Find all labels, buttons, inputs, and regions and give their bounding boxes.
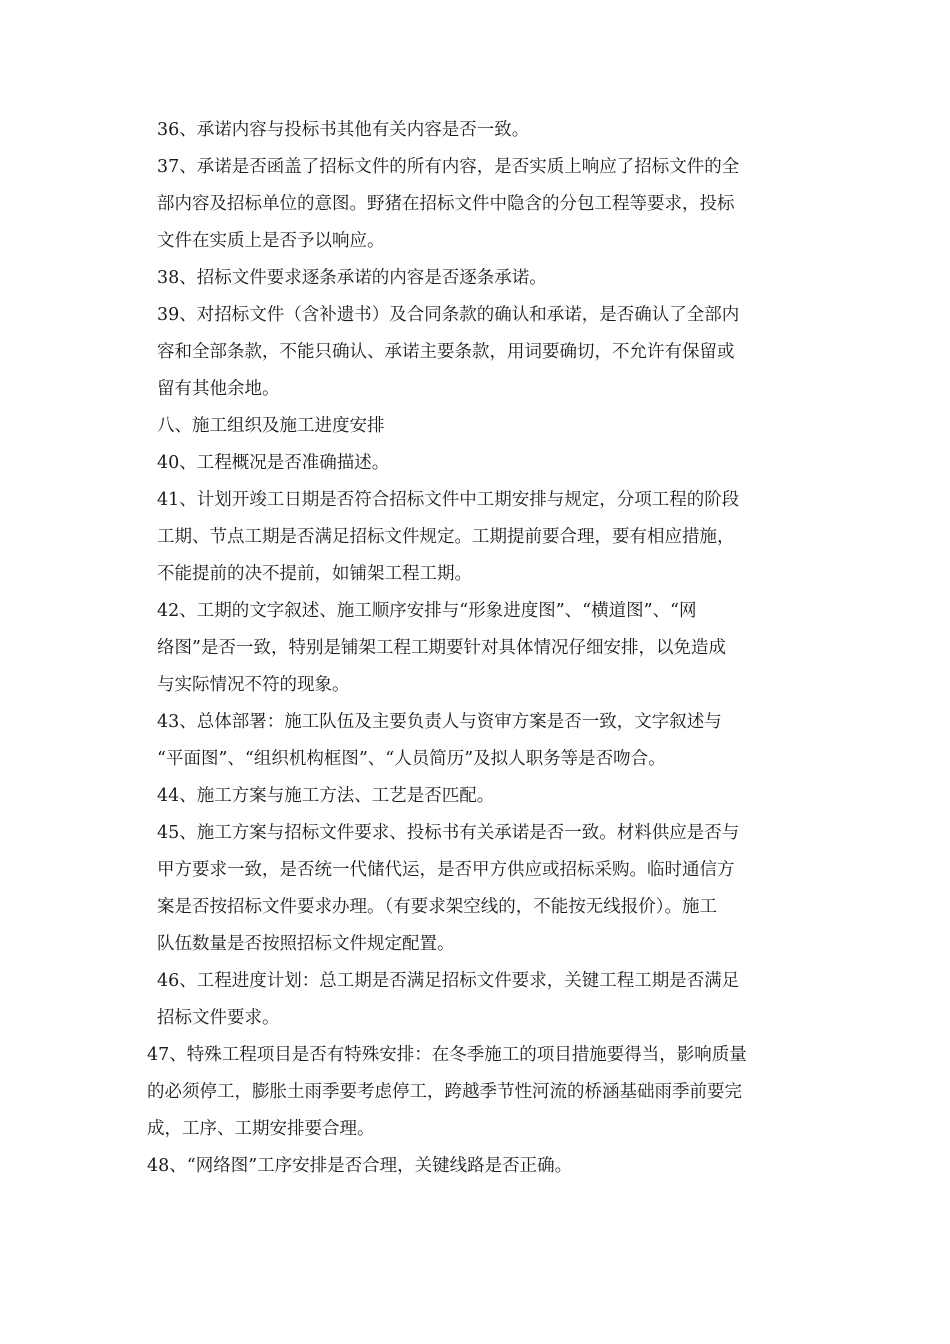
- text-line: 队伍数量是否按照招标文件规定配置。: [157, 934, 455, 954]
- text-line: 45、施工方案与招标文件要求、投标书有关承诺是否一致。材料供应是否与: [157, 823, 740, 843]
- text-line: 40、工程概况是否准确描述。: [157, 453, 390, 473]
- text-line: 43、总体部署：施工队伍及主要负责人与资审方案是否一致，文字叙述与: [157, 712, 722, 732]
- paragraph: [0, 482, 950, 593]
- document-body: [0, 112, 950, 1185]
- paragraph: [0, 260, 950, 297]
- text-line: 八、施工组织及施工进度安排: [157, 416, 385, 436]
- paragraph: [0, 445, 950, 482]
- paragraph: [0, 1037, 950, 1148]
- text-line: 48、“网络图”工序安排是否合理，关键线路是否正确。: [147, 1156, 573, 1176]
- text-line: 36、承诺内容与投标书其他有关内容是否一致。: [157, 120, 530, 140]
- paragraph: [0, 963, 950, 1037]
- text-line: 47、特殊工程项目是否有特殊安排：在冬季施工的项目措施要得当，影响质量: [147, 1045, 747, 1065]
- text-line: 41、计划开竣工日期是否符合招标文件中工期安排与规定，分项工程的阶段: [157, 490, 740, 510]
- text-line: 不能提前的决不提前，如铺架工程工期。: [157, 564, 472, 584]
- paragraph: [0, 704, 950, 778]
- paragraph: [0, 815, 950, 963]
- paragraph: [0, 1148, 950, 1185]
- text-line: 38、招标文件要求逐条承诺的内容是否逐条承诺。: [157, 268, 547, 288]
- text-line: 39、对招标文件（含补遗书）及合同条款的确认和承诺，是否确认了全部内: [157, 305, 740, 325]
- text-line: 42、工期的文字叙述、施工顺序安排与“形象进度图”、“横道图”、“网: [157, 601, 697, 621]
- paragraph: [0, 297, 950, 408]
- text-line: 的必须停工，膨胀土雨季要考虑停工，跨越季节性河流的桥涵基础雨季前要完: [147, 1082, 742, 1102]
- text-line: “平面图”、“组织机构框图”、“人员简历”及拟人职务等是否吻合。: [157, 749, 666, 769]
- text-line: 44、施工方案与施工方法、工艺是否匹配。: [157, 786, 495, 806]
- text-line: 甲方要求一致，是否统一代储代运，是否甲方供应或招标采购。临时通信方: [157, 860, 735, 880]
- text-line: 容和全部条款，不能只确认、承诺主要条款，用词要确切，不允许有保留或: [157, 342, 735, 362]
- paragraph: [0, 778, 950, 815]
- text-line: 部内容及招标单位的意图。野猪在招标文件中隐含的分包工程等要求，投标: [157, 194, 735, 214]
- text-line: 案是否按招标文件要求办理。（有要求架空线的，不能按无线报价）。施工: [157, 897, 717, 917]
- paragraph: [0, 149, 950, 260]
- text-line: 成，工序、工期安排要合理。: [147, 1119, 375, 1139]
- text-line: 工期、节点工期是否满足招标文件规定。工期提前要合理，要有相应措施，: [157, 527, 735, 547]
- text-line: 留有其他余地。: [157, 379, 280, 399]
- text-line: 46、工程进度计划：总工期是否满足招标文件要求，关键工程工期是否满足: [157, 971, 740, 991]
- text-line: 招标文件要求。: [157, 1008, 280, 1028]
- paragraph: [0, 593, 950, 704]
- text-line: 络图”是否一致，特别是铺架工程工期要针对具体情况仔细安排，以免造成: [157, 638, 726, 658]
- text-line: 37、承诺是否函盖了招标文件的所有内容，是否实质上响应了招标文件的全: [157, 157, 740, 177]
- paragraph: [0, 408, 950, 445]
- text-line: 与实际情况不符的现象。: [157, 675, 350, 695]
- paragraph: [0, 112, 950, 149]
- text-line: 文件在实质上是否予以响应。: [157, 231, 385, 251]
